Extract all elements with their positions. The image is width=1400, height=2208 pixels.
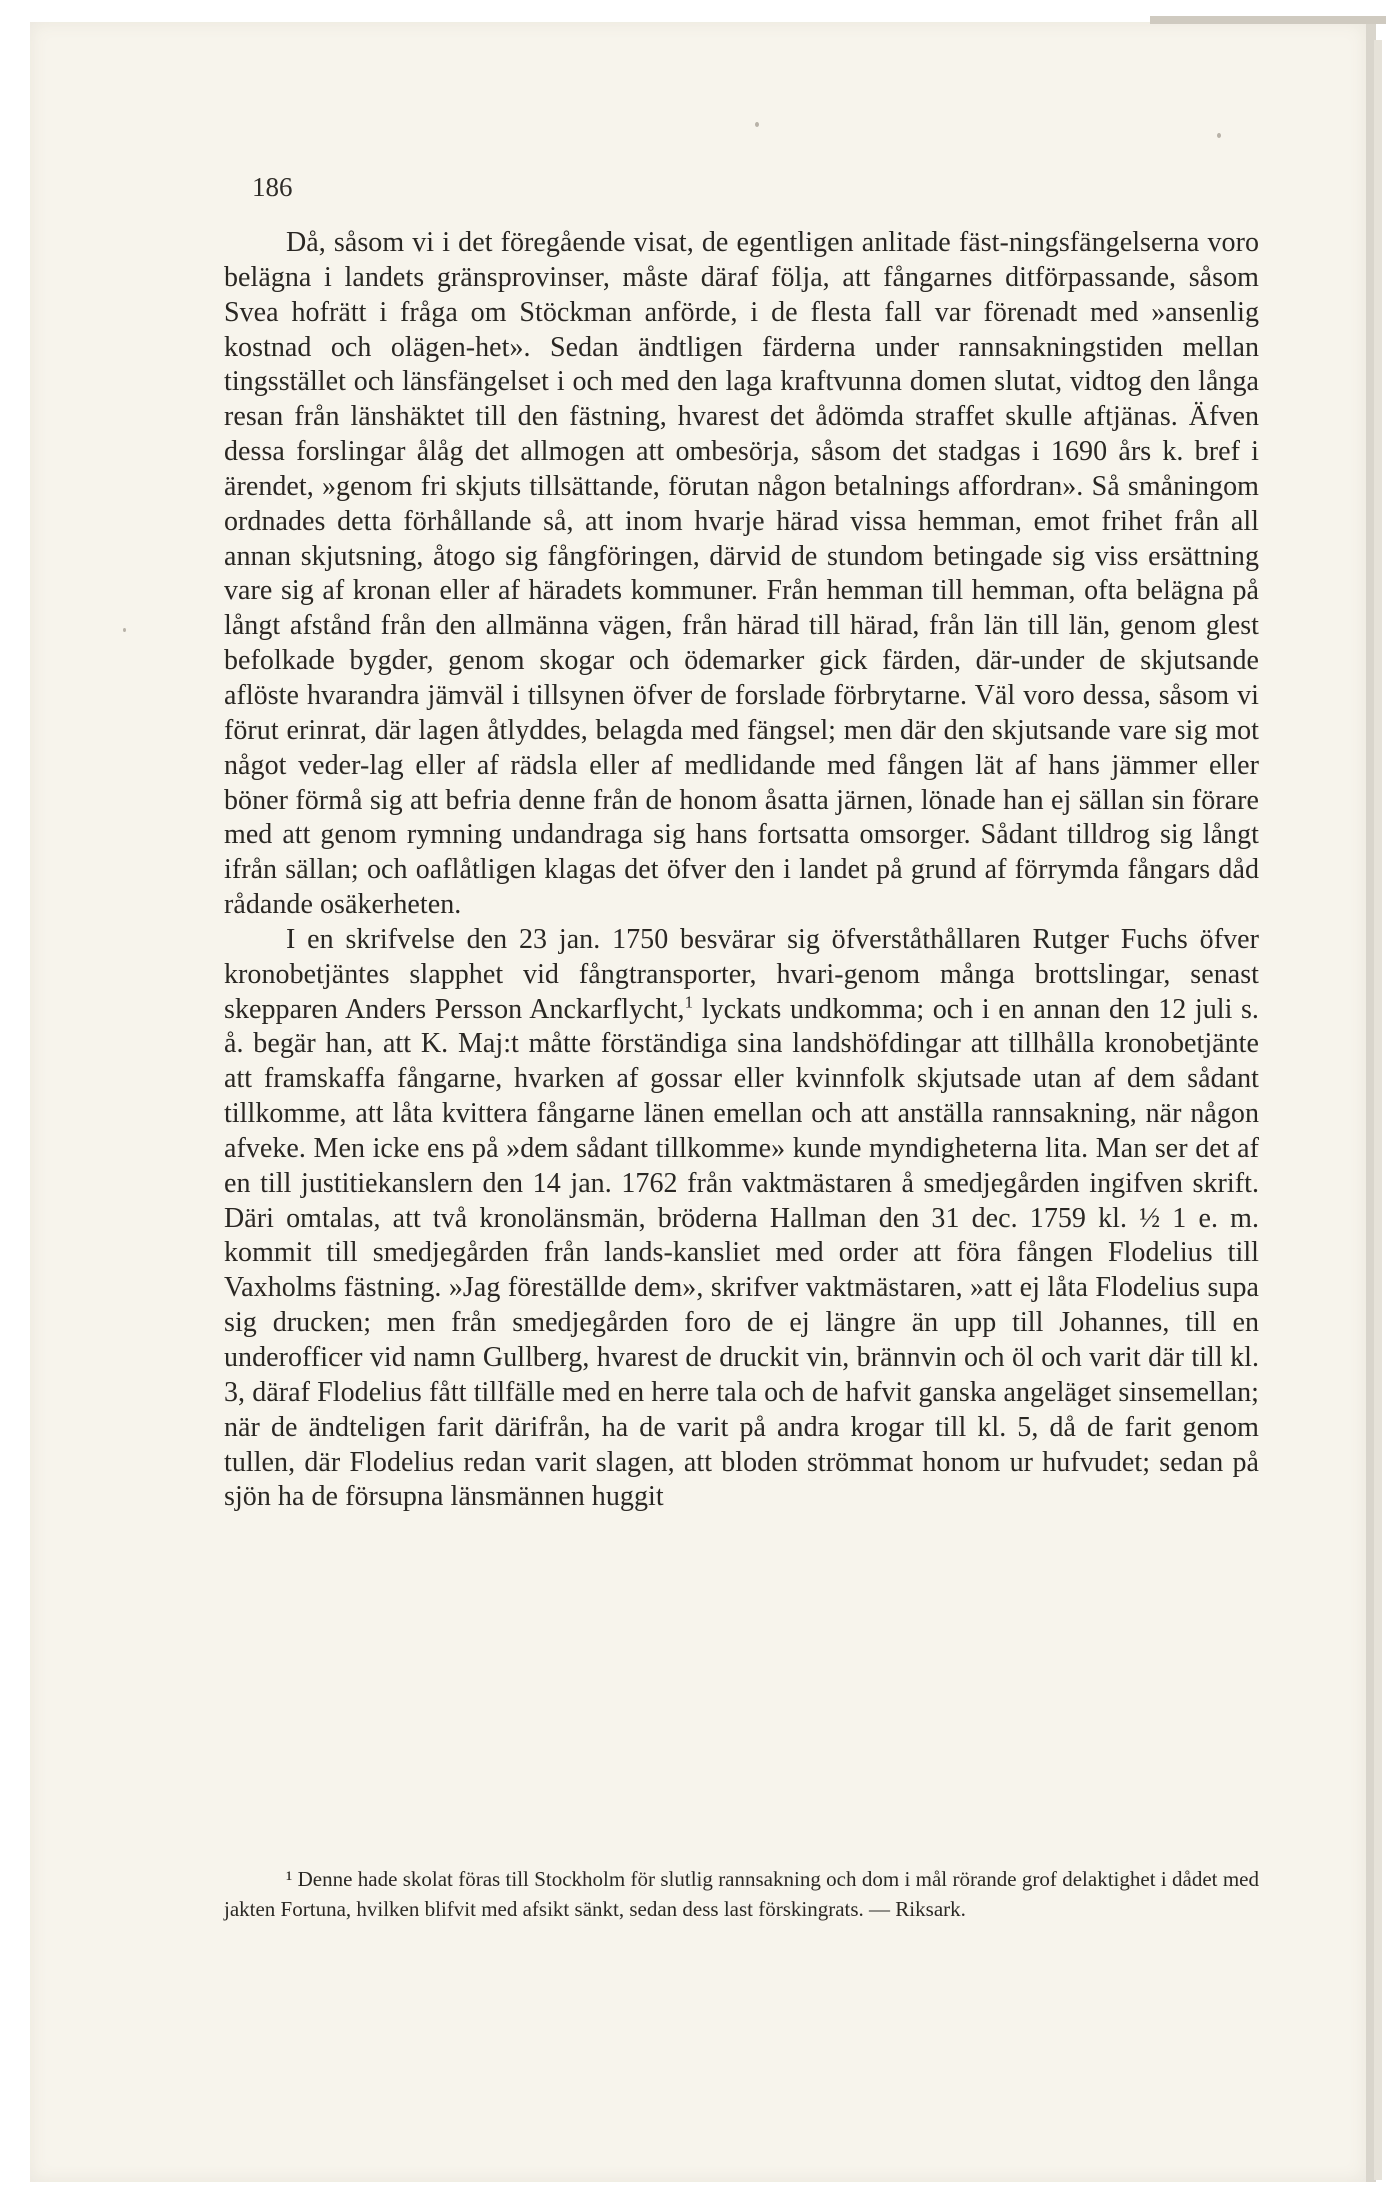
paragraph-2-text-before-note: I en skrifvelse den 23 jan. 1750 besvärar sig öfverståthållaren Rutger Fuchs öfver kronobetjäntes slapphet vid fångtransporter, hvari-genom många brottslingar, senast skepparen Anders Persson Anckarflycht,	[224, 923, 1259, 1025]
scan-edge-top	[1150, 16, 1386, 24]
paragraph-2	[224, 923, 1259, 1515]
paragraph-1: Då, såsom vi i det föregående visat, de egentligen anlitade fäst-ningsfängelserna voro belägna i landets gränsprovinser, måste däraf följa, att fångarnes ditförpassande, såsom Svea hofrätt i fråga om Stöckman anförde, i de flesta fall var förenadt med »ansenlig kostnad och olägen-het». Sedan ändtligen färderna under rannsakningstiden mellan tingsstället och länsfängelset i och med den laga kraftvunna domen slutat, vidtog den långa resan från länshäktet till den fästning, hvarest det ådömda straffet skulle aftjänas. Äfven dessa forslingar ålåg det allmogen att ombesörja, såsom det stadgas i 1690 års k. bref i ärendet, »genom fri skjuts tillsättande, förutan någon betalnings affordran». Så småningom ordnades detta förhållande så, att inom hvarje härad vissa hemman, emot frihet från all annan skjutsning, åtogo sig fångföringen, därvid de stundom betingade sig viss ersättning vare sig af kronan eller af häradets kommuner. Från hemman till hemman, ofta belägna på långt afstånd från den allmänna vägen, från härad till härad, från län till län, genom glest befolkade bygder, genom skogar och ödemarker gick färden, där-under de skjutsande aflöste hvarandra jämväl i tillsynen öfver de forslade förbrytarne. Väl voro dessa, såsom vi förut erinrat, där lagen åtlyddes, belagda med fängsel; men där den skjutsande vare sig mot något veder-lag eller af rädsla eller af medlidande med fången lät af hans jämmer eller böner förmå sig att befria denne från de honom åsatta järnen, lönade han ej sällan sin förare med att genom rymning undandraga sig hans fortsatta omsorger. Sådant tilldrog sig långt ifrån sällan; och oaflåtligen klagas det öfver den i landet på grund af förrymda fångars dåd rådande osäkerheten.	[224, 227, 1259, 921]
paragraph-2-text-after-note: lyckats undkomma; och i en annan den 12 juli s. å. begär han, att K. Maj:t måtte förständiga sina landshöfdingar att tillhålla kronobetjänte att framskaffa fångarne, hvarken af gossar eller kvinnfolk skjutsade utan af dem sådant tillkomme, att låta kvittera fångarne länen emellan och att anställa rannsakning, när någon afveke. Men icke ens på »dem sådant tillkomme» kunde myndigheterna lita. Man ser det af en till justitiekanslern den 14 jan. 1762 från vaktmästaren å smedjegården ingifven skrift. Däri omtalas, att två kronolänsmän, bröderna Hallman den 31 dec. 1759 kl. ½ 1 e. m. kommit till smedjegården från lands-kansliet med order att föra fången Flodelius till Vaxholms fästning. »Jag föreställde dem», skrifver vaktmästaren, »att ej låta Flodelius supa sig drucken; men från smedjegården foro de ej längre än upp till Johannes, till en underofficer vid namn Gullberg, hvarest de druckit vin, brännvin och öl och varit där till kl. 3, däraf Flodelius fått tillfälle med en herre tala och de hafvit ganska angeläget sinsemellan; när de ändteligen farit därifrån, ha de varit på andra krogar till kl. 5, då de farit genom tullen, där Flodelius redan varit slagen, att bloden strömmat honom ur hufvudet; sedan på sjön ha de försupna länsmännen huggit	[224, 993, 1259, 1513]
footnote-reference-mark: 1	[684, 992, 694, 1012]
ink-speck	[123, 628, 126, 632]
ink-speck	[1217, 133, 1221, 138]
ink-speck	[755, 122, 759, 127]
footnote: ¹ Denne hade skolat föras till Stockholm för slutlig rannsakning och dom i mål rörande grof delaktighet i dådet med jakten Fortuna, hvilken blifvit med afsikt sänkt, sedan dess last förskingrats. — Riksark.	[224, 1867, 1259, 1921]
body-text	[224, 226, 1259, 1515]
page-number: 186	[252, 172, 293, 202]
scan-edge-right	[1374, 40, 1382, 2180]
